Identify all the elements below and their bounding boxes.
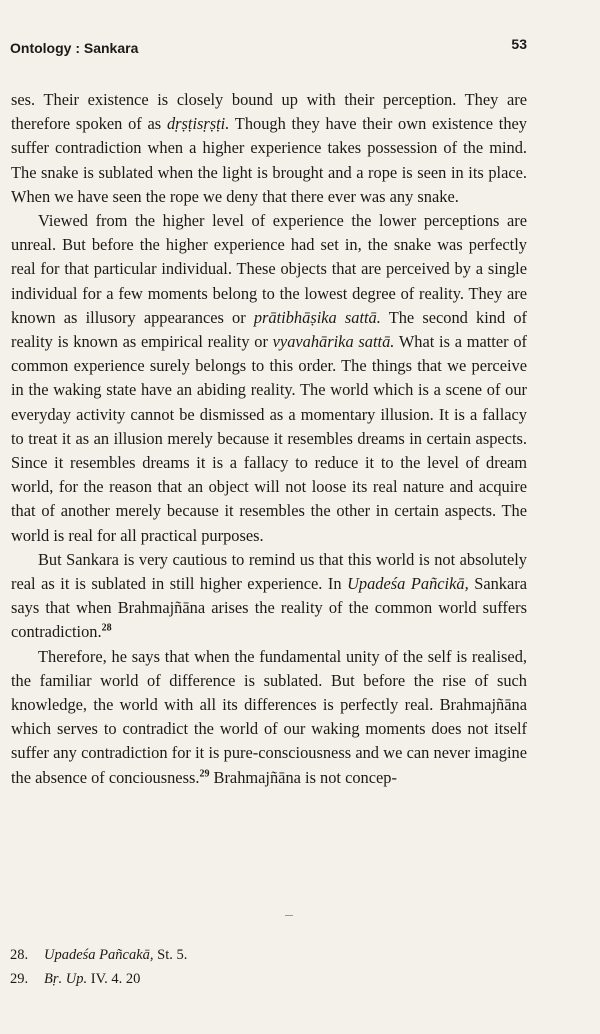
paragraph	[11, 645, 527, 790]
text-run: But Sankara is very cautious to remind us that this world is not absolutely real as it is sublated in still higher experience. In	[11, 549, 527, 594]
text-run: What is a matter of common experience surely belongs to this order. The things that we perceive in the waking state have an abiding reality. The world which is a scene of our everyday activity cannot be dismissed as a momentary illusion. It is a fallacy to treat it as an illusion merely because it resembles dreams in certain aspects. Since it resembles dreams it is a fallacy to reduce it to the level of dream world, for the reason that an object will not loose its real nature and acquire that of another merely because it resembles the other in certain aspects. The world is real for all practical purposes.	[11, 332, 527, 545]
text-run: Sankara says that when Brahmajñāna arises the reality of the common world suffers contradiction.	[11, 574, 528, 642]
italic-term: prātibhāṣika sattā.	[253, 307, 381, 327]
footnotes	[10, 943, 187, 991]
running-header	[10, 36, 527, 60]
paragraph	[11, 88, 527, 209]
footnote-number: 28.	[10, 947, 29, 963]
text-run: IV. 4. 20	[87, 971, 141, 987]
body-text	[11, 88, 527, 790]
italic-term: Bṛ. Up.	[44, 971, 88, 987]
text-run: ses. Their existence is closely bound up with their perception. They are therefore spoken of as	[11, 90, 527, 134]
footnote	[10, 943, 187, 967]
italic-term: Upadeśa Pañcikā,	[347, 574, 469, 594]
page-number: 53	[511, 36, 527, 52]
text-run: Viewed from the higher level of experience the lower perceptions are unreal. But before the higher experience had set in, the snake was perfectly real for that particular individual. These objects that are perceived by a single individual for a few moments belong to the lowest degree of reality. They are known as illusory appearances or	[11, 211, 527, 327]
text-run: Brahmajñāna is not concep-	[209, 767, 397, 787]
footnote-separator	[285, 915, 293, 916]
paragraph	[11, 548, 527, 645]
paragraph	[11, 209, 527, 548]
footnote-ref: 29	[199, 768, 210, 780]
text-run: Though they have their own existence they suffer contradiction when a higher experience takes possession of the mind. The snake is sublated when the light is brought and a rope is seen in its place. When we have seen the rope we deny that there ever was any snake.	[11, 114, 527, 206]
text-run: The second kind of reality is known as empirical reality or	[11, 307, 527, 352]
footnote-ref: 28	[101, 623, 112, 634]
text-run: St. 5.	[153, 947, 188, 963]
running-title: Ontology : Sankara	[10, 40, 139, 56]
italic-term: vyavahārika sattā.	[272, 332, 395, 352]
italic-term: Upadeśa Pañcakā,	[44, 947, 154, 963]
italic-term: dṛṣṭisṛṣṭi.	[166, 114, 230, 134]
footnote-number: 29.	[10, 971, 29, 987]
text-run: Therefore, he says that when the fundamental unity of the self is realised, the familiar world of difference is sublated. But before the rise of such knowledge, the world with all its differences is perfectly real. Brahmajñāna which serves to contradict the world of our waking moments does not itself suffer any contradiction for it is pure-consciousness and we can never imagine the absence of conciousness.	[11, 646, 527, 787]
footnote	[10, 967, 187, 991]
